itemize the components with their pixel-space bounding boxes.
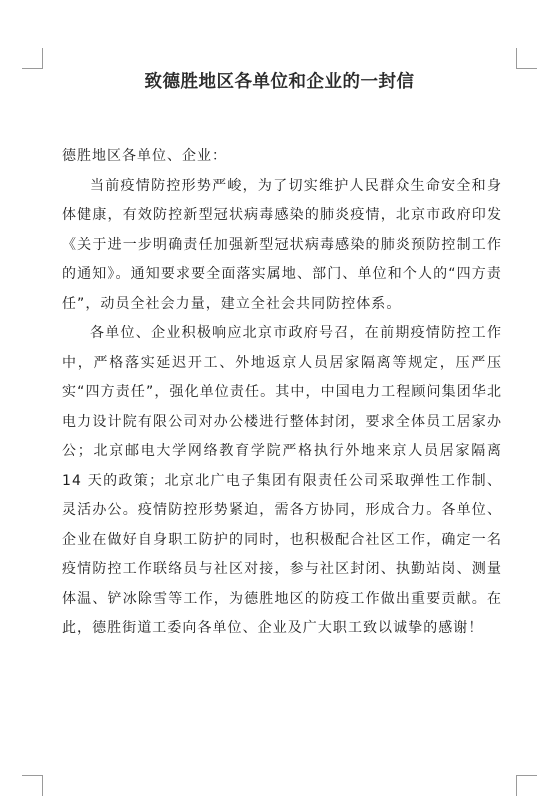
letter-body [62,142,502,644]
margin-corner-mark [516,775,537,796]
letter-greeting: 德胜地区各单位、企业： [62,148,227,164]
body-paragraph-2: 各单位、企业积极响应北京市政府号召，在前期疫情防控工作中，严格落实延迟开工、外地返京人员居家隔离等规定，压严压实“四方责任”，强化单位责任。其中，中国电力工程顾问集团华北电力设计院有限公司对办公楼进行整体封闭，要求全体员工居家办公；北京邮电大学网络教育学院严格执行外地来京人员居家隔离 14 天的政策；北京北广电子集团有限责任公司采取弹性工作制、灵活办公。疫情防控形势紧迫，需各方协同，形成合力。各单位、企业在做好自身职工防护的同时，也积极配合社区工作，确定一名疫情防控工作联络员与社区对接，参与社区封闭、执勤站岗、测量体温、铲冰除雪等工作，为德胜地区的防疫工作做出重要贡献。在此，德胜街道工委向各单位、企业及广大职工致以诚挚的感谢！ [62,325,502,636]
body-paragraph-1: 当前疫情防控形势严峻，为了切实维护人民群众生命安全和身体健康，有效防控新型冠状病毒感染的肺炎疫情，北京市政府印发《关于进一步明确责任加强新型冠状病毒感染的肺炎预防控制工作的通知》。通知要求要全面落实属地、部门、单位和个人的“四方责任”，动员全社会力量，建立全社会共同防控体系。 [62,177,502,312]
margin-corner-mark [22,775,43,796]
letter-title: 致德胜地区各单位和企业的一封信 [144,72,415,92]
margin-corner-mark [22,48,43,69]
margin-corner-mark [516,48,537,69]
